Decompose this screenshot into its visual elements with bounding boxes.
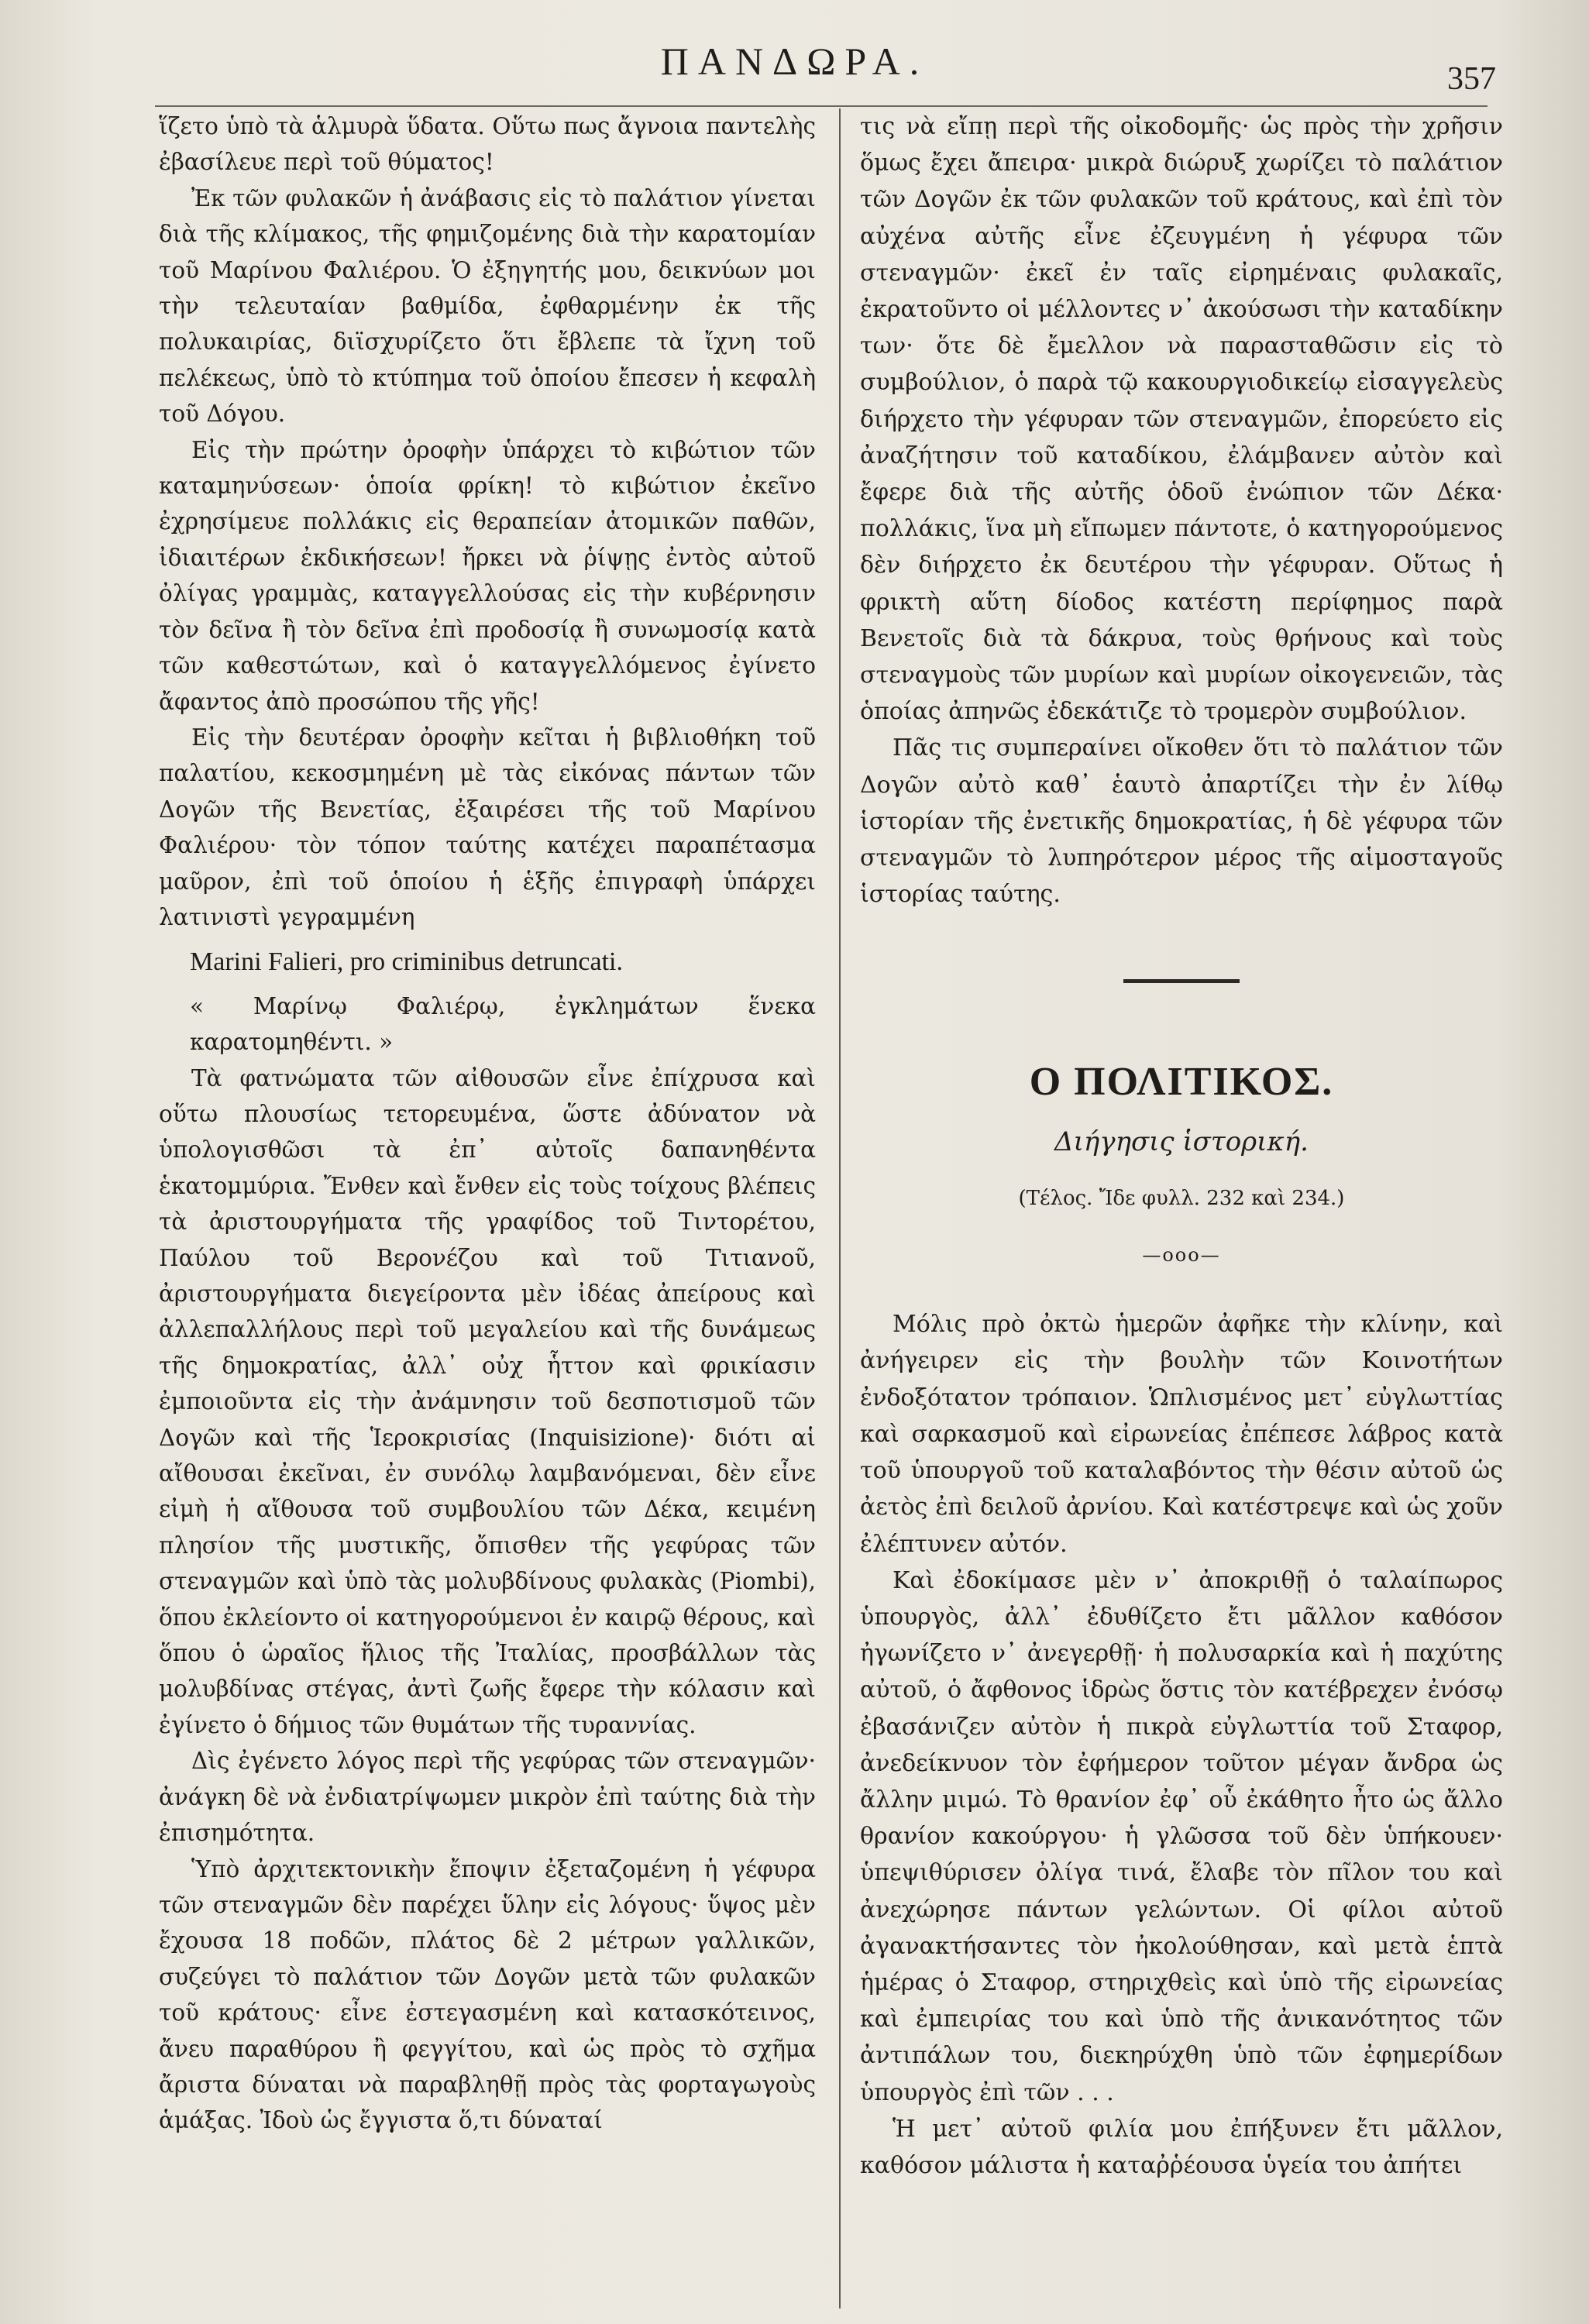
header-rule bbox=[155, 105, 1488, 107]
paragraph: Ἡ μετ᾽ αὐτοῦ φιλία μου ἐπήξυνεν ἔτι μᾶλλον, καθόσον μάλιστα ἡ καταῤῥέουσα ὑγεία του ἀπήτει bbox=[860, 2115, 1503, 2179]
paragraph: Ἐκ τῶν φυλακῶν ἡ ἀνάβασις εἰς τὸ παλάτιον γίνεται διὰ τῆς κλίμακος, τῆς φημιζομένης διὰ τὴν καρατομίαν τοῦ Μαρίνου Φαλιέρου. Ὁ ἐξηγητής μου, δεικνύων μοι τὴν τελευταίαν βαθμίδα, ἐφθαρμένην ἐκ τῆς πολυκαιρίας, διϊσχυρίζετο ὅτι ἔβλεπε τὰ ἴχνη τοῦ πελέκεως, ὑπὸ τὸ κτύπημα τοῦ ὁποίου ἔπεσεν ἡ κεφαλὴ τοῦ Δόγου. bbox=[159, 184, 816, 428]
section-note: (Τέλος. Ἴδε φυλλ. 232 καὶ 234.) bbox=[1018, 1186, 1345, 1210]
right-column bbox=[860, 108, 1503, 2184]
left-column bbox=[159, 108, 816, 2139]
inscription-translation: « Μαρίνῳ Φαλιέρῳ, ἐγκλημάτων ἕνεκα καρατομηθέντι. » bbox=[190, 992, 816, 1056]
paragraph: τις νὰ εἴπῃ περὶ τῆς οἰκοδομῆς· ὡς πρὸς τὴν χρῆσιν ὅμως ἔχει ἄπειρα· μικρὰ διώρυξ χωρίζει τὸ παλάτιον τῶν Δογῶν ἐκ τῶν φυλακῶν τοῦ κράτους, καὶ ἐπὶ τὸν αὐχένα αὐτῆς εἶνε ἐζευγμένη ἡ γέφυρα τῶν στεναγμῶν· ἐκεῖ ἐν ταῖς εἰρημέναις φυλακαῖς, ἐκρατοῦντο οἱ μέλλοντες ν᾽ ἀκούσωσι τὴν καταδίκην των· ὅτε δὲ ἔμελλον νὰ παρασταθῶσιν εἰς τὸ συμβούλιον, ὁ παρὰ τῷ κακουργιοδικείῳ εἰσαγγελεὺς διήρχετο τὴν γέφυραν τῶν στεναγμῶν, ἐπορεύετο εἰς ἀναζήτησιν τοῦ καταδίκου, ἐλάμβανεν αὐτὸν καὶ ἔφερε διὰ τῆς αὐτῆς ὁδοῦ ἐνώπιον τῶν Δέκα· πολλάκις, ἵνα μὴ εἴπωμεν πάντοτε, ὁ κατηγορούμενος δὲν διήρχετο ἐκ δευτέρου τὴν γέφυραν. Οὕτως ἡ φρικτὴ αὕτη δίοδος κατέστη περίφημος παρὰ Βενετοῖς διὰ τὰ δάκρυα, τοὺς θρήνους καὶ τοὺς στεναγμοὺς τῶν μυρίων καὶ μυρίων οἰκογενειῶν, τὰς ὁποίας ἀπηνῶς ἐδεκάτιζε τὸ τρομερὸν συμβούλιον. bbox=[860, 113, 1503, 726]
section-title: Ο ΠΟΛΙΤΙΚΟΣ. bbox=[1029, 1060, 1334, 1105]
paragraph: Τὰ φατνώματα τῶν αἰθουσῶν εἶνε ἐπίχρυσα καὶ οὕτω πλουσίως τετορευμένα, ὥστε ἀδύνατον νὰ ὑπολογισθῶσι τὰ ἐπ᾽ αὐτοῖς δαπανηθέντα ἑκατομμύρια. Ἔνθεν καὶ ἔνθεν εἰς τοὺς τοίχους βλέπεις τὰ ἀριστουργήματα τῆς γραφίδος τοῦ Τιντορέτου, Παύλου τοῦ Βερονέζου καὶ τοῦ Τιτιανοῦ, ἀριστουργήματα διεγείροντα μὲν ἰδέας ἀπείρους καὶ ἀλλεπαλλήλους περὶ τοῦ μεγαλείου καὶ τῆς δυνάμεως τῆς δημοκρατίας, ἀλλ᾽ οὐχ ἧττον καὶ φρικίασιν ἐμποιοῦντα εἰς τὴν ἀνάμνησιν τοῦ δεσποτισμοῦ τῶν Δογῶν καὶ τῆς Ἱεροκρισίας (Inquisizione)· διότι αἱ αἴθουσαι ἐκεῖναι, ἐν συνόλῳ λαμβανόμεναι, δὲν εἶνε εἰμὴ ἡ αἴθουσα τοῦ συμβουλίου τῶν Δέκα, κειμένη πλησίον τῆς μυστικῆς, ὄπισθεν τῆς γεφύρας τῶν στεναγμῶν καὶ ὑπὸ τὰς μολυβδίνους φυλακὰς (Piombi), ὅπου ἐκλείοντο οἱ κατηγορούμενοι ἐν καιρῷ θέρους, καὶ ὅπου ὁ ὡραῖος ἥλιος τῆς Ἰταλίας, προσβάλλων τὰς μολυβδίνας στέγας, ἀντὶ ζωῆς ἔφερε τὴν κόλασιν καὶ ἐγίνετο ὁ δήμιος τῶν θυμάτων τῆς τυραννίας. bbox=[159, 1064, 816, 1738]
paragraph: Πᾶς τις συμπεραίνει οἴκοθεν ὅτι τὸ παλάτιον τῶν Δογῶν αὐτὸ καθ᾽ ἑαυτὸ ἀπαρτίζει τὴν ἐν λίθῳ ἱστορίαν τῆς ἐνετικῆς δημοκρατίας, ἡ δὲ γέφυρα τῶν στεναγμῶν τὸ λυπηρότερον μέρος τῆς αἱμοσταγοῦς ἱστορίας ταύτης. bbox=[860, 734, 1503, 909]
section-ornament: —ooo— bbox=[1142, 1244, 1221, 1267]
paragraph: ἵζετο ὑπὸ τὰ ἁλμυρὰ ὕδατα. Οὕτω πως ἄγνοια παντελὴς ἐβασίλευε περὶ τοῦ θύματος! bbox=[159, 113, 816, 176]
page-number: 357 bbox=[1447, 61, 1496, 97]
column-divider bbox=[839, 108, 841, 2309]
paragraph: Καὶ ἐδοκίμασε μὲν ν᾽ ἀποκριθῇ ὁ ταλαίπωρος ὑπουργὸς, ἀλλ᾽ ἐδυθίζετο ἔτι μᾶλλον καθόσον ἠγωνίζετο ν᾽ ἀνεγερθῇ· ἡ πολυσαρκία καὶ ἡ παχύτης αὐτοῦ, ὁ ἄφθονος ἱδρὼς ὅστις τὸν κατέβρεχεν ἐνόσῳ ἐβασάνιζεν αὐτὸν ἡ πικρὰ εὐγλωττία τοῦ Σταφορ, ἀνεδείκνυον τὸν ἐφήμερον τοῦτον μέγαν ἄνδρα ὡς ἄλλην μιμώ. Τὸ θρανίον ἐφ᾽ οὗ ἐκάθητο ἦτο ὡς ἄλλο θρανίον κακούργου· ἡ γλῶσσα τοῦ δὲν ὑπήκουεν· ὑπεψιθύρισεν ὀλίγα τινά, ἔλαβε τὸν πῖλον του καὶ ἀνεχώρησε πάντων γελώντων. Οἱ φίλοι αὐτοῦ ἀγανακτήσαντες τὸν ἠκολούθησαν, καὶ μετὰ ἑπτὰ ἡμέρας ὁ Σταφορ, στηριχθεὶς καὶ ὑπὸ τῆς εἰρωνείας καὶ ἐμπειρίας του καὶ ὑπὸ τῆς ἀνικανότητος τῶν ἀντιπάλων του, διεκηρύχθη ὑπὸ τῶν ἐφημερίδων ὑπουργὸς ἐπὶ τῶν . . . bbox=[860, 1566, 1503, 2106]
latin-inscription: Marini Falieri, pro criminibus detruncati. bbox=[190, 947, 623, 977]
running-title: ΠΑΝΔΩΡΑ. bbox=[660, 40, 929, 83]
section-subtitle: Διήγησις ἱστορική. bbox=[1054, 1126, 1309, 1157]
paragraph: Εἰς τὴν πρώτην ὀροφὴν ὑπάρχει τὸ κιβώτιον τῶν καταμηνύσεων· ὁποία φρίκη! τὸ κιβώτιον ἐκεῖνο ἐχρησίμευε πολλάκις εἰς θεραπείαν ἀτομικῶν παθῶν, ἰδιαιτέρων ἐκδικήσεων! ἤρκει νὰ ῥίψῃς ἐντὸς αὐτοῦ ὀλίγας γραμμὰς, καταγγελλούσας εἰς τὴν κυβέρνησιν τὸν δεῖνα ἢ τὸν δεῖνα ἐπὶ προδοσίᾳ ἢ συνωμοσίᾳ κατὰ τῶν καθεστώτων, καὶ ὁ καταγγελλόμενος ἐγίνετο ἄφαντος ἀπὸ προσώπου τῆς γῆς! bbox=[159, 436, 816, 715]
section-divider-rule bbox=[1123, 979, 1240, 983]
paragraph: Μόλις πρὸ ὀκτὼ ἡμερῶν ἀφῆκε τὴν κλίνην, καὶ ἀνήγειρεν εἰς τὴν βουλὴν τῶν Κοινοτήτων ἐνδοξότατον τρόπαιον. Ὡπλισμένος μετ᾽ εὐγλωττίας καὶ σαρκασμοῦ καὶ εἰρωνείας ἐπέπεσε λάβρος κατὰ τοῦ ὑπουργοῦ τοῦ καταλαβόντος τὴν θέσιν αὐτοῦ ὡς ἀετὸς ἐπὶ δειλοῦ ἀρνίου. Καὶ κατέστρεψε καὶ ὡς χοῦν ἐλέπτυνεν αὐτόν. bbox=[860, 1311, 1503, 1558]
paragraph: Ὑπὸ ἀρχιτεκτονικὴν ἔποψιν ἐξεταζομένη ἡ γέφυρα τῶν στεναγμῶν δὲν παρέχει ὕλην εἰς λόγους· ὕψος μὲν ἔχουσα 18 ποδῶν, πλάτος δὲ 2 μέτρων γαλλικῶν, συζεύγει τὸ παλάτιον τῶν Δογῶν μετὰ τῶν φυλακῶν τοῦ κράτους· εἶνε ἐστεγασμένη καὶ κατασκότεινος, ἄνευ παραθύρου ἢ φεγγίτου, καὶ ὡς πρὸς τὸ σχῆμα ἄριστα δύναται νὰ παραβληθῇ πρὸς τὰς φορταγωγοὺς ἁμάξας. Ἰδοὺ ὡς ἔγγιστα ὅ,τι δύναταί bbox=[159, 1855, 816, 2134]
paragraph: Δὶς ἐγένετο λόγος περὶ τῆς γεφύρας τῶν στεναγμῶν· ἀνάγκη δὲ νὰ ἐνδιατρίψωμεν μικρὸν ἐπὶ ταύτης διὰ τὴν ἐπισημότητα. bbox=[159, 1748, 816, 1847]
paragraph: Εἰς τὴν δευτέραν ὀροφὴν κεῖται ἡ βιβλιοθήκη τοῦ παλατίου, κεκοσμημένη μὲ τὰς εἰκόνας πάντων τῶν Δογῶν τῆς Βενετίας, ἐξαιρέσει τῆς τοῦ Μαρίνου Φαλιέρου· τὸν τόπον ταύτης κατέχει παραπέτασμα μαῦρον, ἐπὶ τοῦ ὁποίου ἡ ἑξῆς ἐπιγραφὴ ὑπάρχει λατινιστὶ γεγραμμένη bbox=[159, 724, 816, 930]
